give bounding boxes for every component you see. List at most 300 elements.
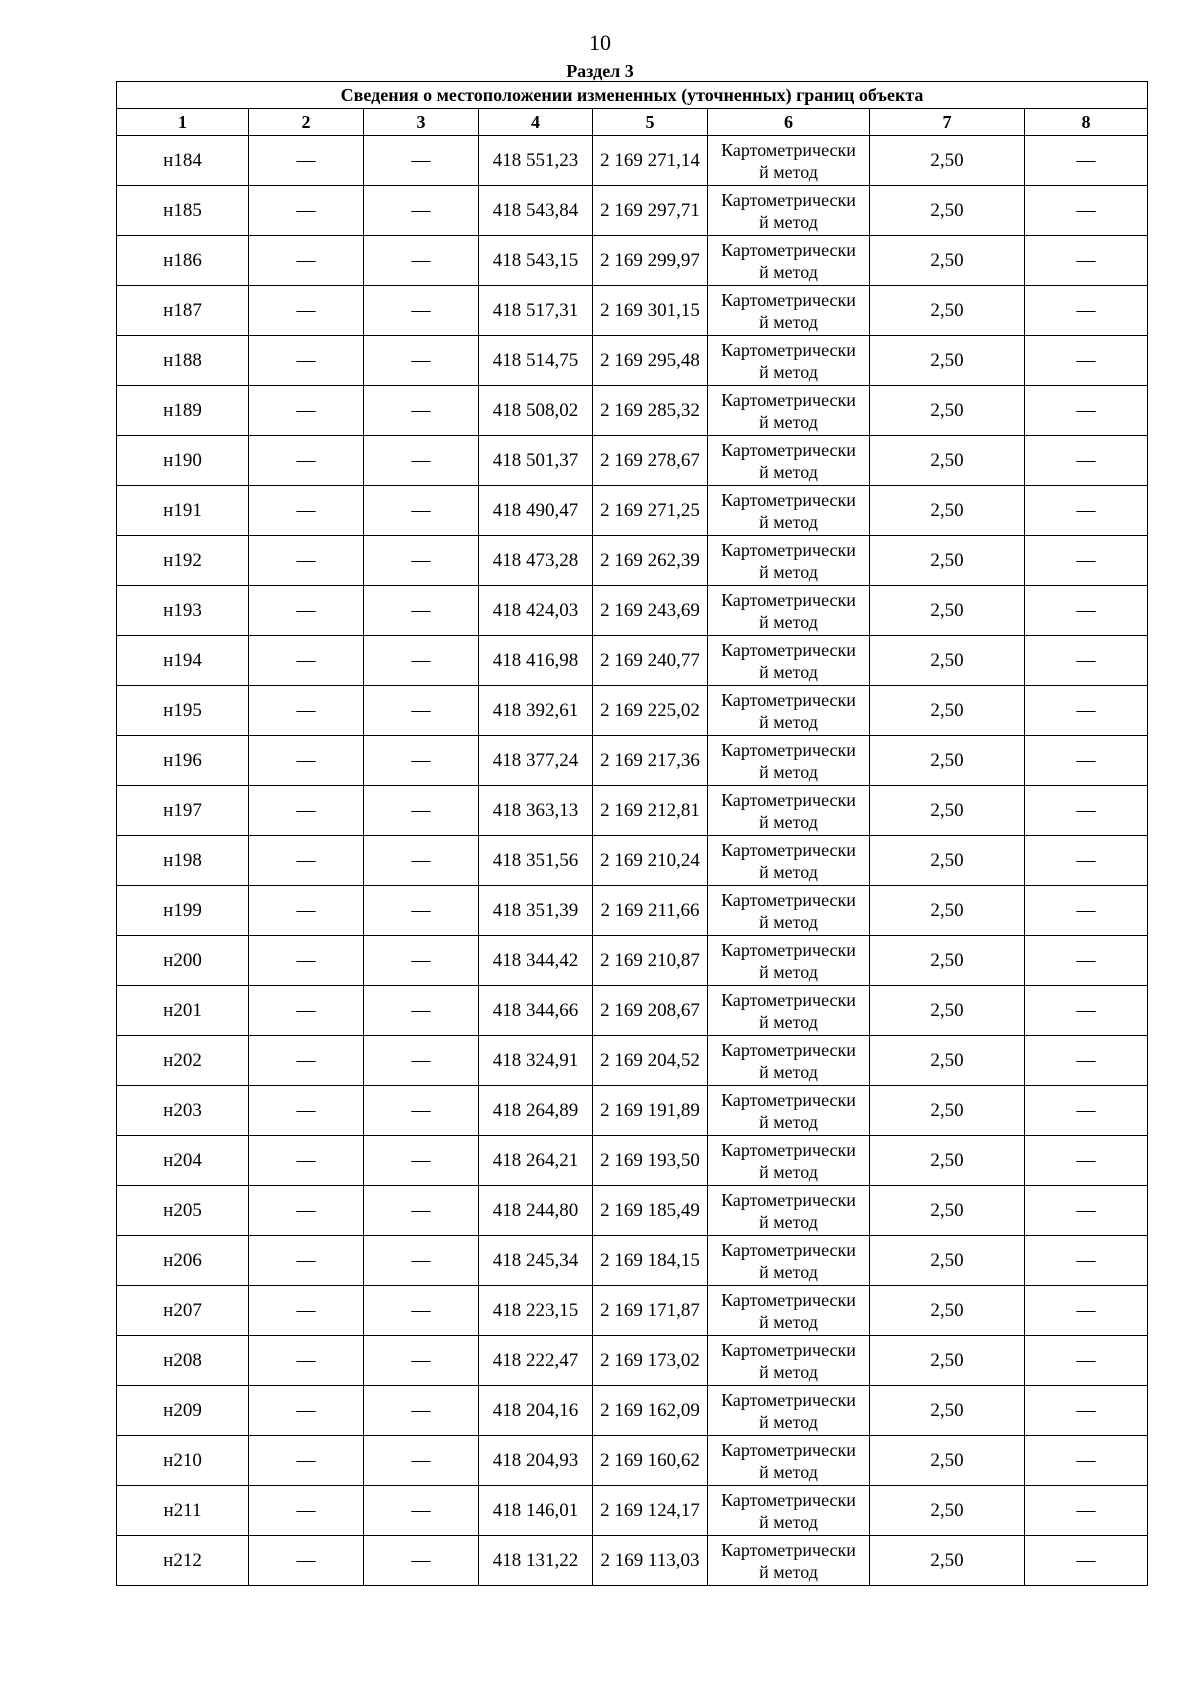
empty-value-cell: — [249, 1286, 364, 1336]
coordinate-y-cell: 2 169 193,50 [593, 1136, 708, 1186]
empty-value-cell: — [1025, 336, 1148, 386]
empty-value-cell: — [1025, 1086, 1148, 1136]
coordinate-y-cell: 2 169 299,97 [593, 236, 708, 286]
method-text-line: й метод [759, 311, 818, 332]
coordinate-y-cell: 2 169 171,87 [593, 1286, 708, 1336]
table-row [117, 536, 1148, 586]
point-label-cell: н202 [117, 1036, 249, 1086]
method-cell [708, 586, 870, 636]
table-row [117, 636, 1148, 686]
coordinate-x-cell: 418 204,16 [479, 1386, 593, 1436]
empty-value-cell: — [249, 186, 364, 236]
table-row [117, 186, 1148, 236]
method-text-line: Картометрически [721, 1039, 856, 1060]
empty-value-cell: — [1025, 986, 1148, 1036]
coordinate-x-cell: 418 517,31 [479, 286, 593, 336]
empty-value-cell: — [1025, 836, 1148, 886]
table-row [117, 1186, 1148, 1236]
empty-value-cell: — [1025, 1436, 1148, 1486]
empty-value-cell: — [249, 336, 364, 386]
coordinate-y-cell: 2 169 211,66 [593, 886, 708, 936]
empty-value-cell: — [249, 836, 364, 886]
empty-value-cell: — [1025, 236, 1148, 286]
accuracy-cell: 2,50 [870, 1336, 1025, 1386]
coordinate-x-cell: 418 543,84 [479, 186, 593, 236]
empty-value-cell: — [249, 236, 364, 286]
empty-value-cell: — [364, 1486, 479, 1536]
table-row [117, 1436, 1148, 1486]
empty-value-cell: — [364, 636, 479, 686]
coordinate-x-cell: 418 204,93 [479, 1436, 593, 1486]
section-title: Раздел 3 [566, 61, 634, 81]
empty-value-cell: — [364, 1336, 479, 1386]
coordinate-y-cell: 2 169 113,03 [593, 1536, 708, 1586]
method-text-line: й метод [759, 1361, 818, 1382]
coordinate-y-cell: 2 169 271,25 [593, 486, 708, 536]
method-text-line: й метод [759, 911, 818, 932]
method-cell [708, 1036, 870, 1086]
table-row [117, 1386, 1148, 1436]
empty-value-cell: — [249, 136, 364, 186]
method-text-line: Картометрически [721, 639, 856, 660]
empty-value-cell: — [249, 936, 364, 986]
empty-value-cell: — [1025, 936, 1148, 986]
table-row [117, 1036, 1148, 1086]
method-text-line: Картометрически [721, 1289, 856, 1310]
point-label-cell: н185 [117, 186, 249, 236]
method-text-line: й метод [759, 1311, 818, 1332]
coordinate-x-cell: 418 131,22 [479, 1536, 593, 1586]
point-label-cell: н189 [117, 386, 249, 436]
method-cell [708, 1186, 870, 1236]
point-label-cell: н196 [117, 736, 249, 786]
empty-value-cell: — [364, 686, 479, 736]
accuracy-cell: 2,50 [870, 936, 1025, 986]
empty-value-cell: — [249, 386, 364, 436]
method-cell [708, 1386, 870, 1436]
coordinate-y-cell: 2 169 184,15 [593, 1236, 708, 1286]
coordinate-y-cell: 2 169 185,49 [593, 1186, 708, 1236]
method-text-line: Картометрически [721, 839, 856, 860]
point-label-cell: н195 [117, 686, 249, 736]
point-label-cell: н211 [117, 1486, 249, 1536]
method-text-line: й метод [759, 161, 818, 182]
empty-value-cell: — [249, 586, 364, 636]
method-text-line: Картометрически [721, 889, 856, 910]
accuracy-cell: 2,50 [870, 1436, 1025, 1486]
method-text-line: й метод [759, 1111, 818, 1132]
table-body [117, 136, 1148, 1586]
coordinate-y-cell: 2 169 162,09 [593, 1386, 708, 1436]
coordinate-x-cell: 418 344,42 [479, 936, 593, 986]
method-cell [708, 186, 870, 236]
point-label-cell: н186 [117, 236, 249, 286]
column-numbers-row [117, 109, 1148, 136]
empty-value-cell: — [249, 1536, 364, 1586]
empty-value-cell: — [1025, 1036, 1148, 1086]
method-cell [708, 136, 870, 186]
point-label-cell: н207 [117, 1286, 249, 1336]
point-label-cell: н187 [117, 286, 249, 336]
point-label-cell: н199 [117, 886, 249, 936]
method-cell [708, 1086, 870, 1136]
empty-value-cell: — [364, 1136, 479, 1186]
coordinate-x-cell: 418 351,56 [479, 836, 593, 886]
coordinate-x-cell: 418 351,39 [479, 886, 593, 936]
method-cell [708, 436, 870, 486]
coordinate-x-cell: 418 501,37 [479, 436, 593, 486]
coordinate-x-cell: 418 244,80 [479, 1186, 593, 1236]
column-number: 8 [1025, 109, 1148, 136]
coordinate-x-cell: 418 424,03 [479, 586, 593, 636]
empty-value-cell: — [249, 686, 364, 736]
coordinate-x-cell: 418 508,02 [479, 386, 593, 436]
accuracy-cell: 2,50 [870, 436, 1025, 486]
method-text-line: Картометрически [721, 1339, 856, 1360]
method-text-line: й метод [759, 1161, 818, 1182]
empty-value-cell: — [249, 1336, 364, 1386]
accuracy-cell: 2,50 [870, 1186, 1025, 1236]
point-label-cell: н206 [117, 1236, 249, 1286]
accuracy-cell: 2,50 [870, 1136, 1025, 1186]
accuracy-cell: 2,50 [870, 736, 1025, 786]
method-text-line: Картометрически [721, 339, 856, 360]
method-text-line: Картометрически [721, 1239, 856, 1260]
accuracy-cell: 2,50 [870, 986, 1025, 1036]
coordinate-x-cell: 418 146,01 [479, 1486, 593, 1536]
coordinate-y-cell: 2 169 295,48 [593, 336, 708, 386]
method-cell [708, 786, 870, 836]
table-row [117, 1086, 1148, 1136]
point-label-cell: н203 [117, 1086, 249, 1136]
coordinate-y-cell: 2 169 217,36 [593, 736, 708, 786]
accuracy-cell: 2,50 [870, 1486, 1025, 1536]
point-label-cell: н188 [117, 336, 249, 386]
accuracy-cell: 2,50 [870, 1086, 1025, 1136]
empty-value-cell: — [364, 1036, 479, 1086]
empty-value-cell: — [364, 786, 479, 836]
method-text-line: Картометрически [721, 439, 856, 460]
accuracy-cell: 2,50 [870, 286, 1025, 336]
accuracy-cell: 2,50 [870, 636, 1025, 686]
method-cell [708, 636, 870, 686]
empty-value-cell: — [1025, 1336, 1148, 1386]
point-label-cell: н209 [117, 1386, 249, 1436]
empty-value-cell: — [1025, 536, 1148, 586]
table-row [117, 386, 1148, 436]
method-text-line: Картометрически [721, 289, 856, 310]
point-label-cell: н194 [117, 636, 249, 686]
empty-value-cell: — [364, 586, 479, 636]
method-cell [708, 886, 870, 936]
point-label-cell: н192 [117, 536, 249, 586]
method-cell [708, 336, 870, 386]
point-label-cell: н184 [117, 136, 249, 186]
coordinate-x-cell: 418 324,91 [479, 1036, 593, 1086]
accuracy-cell: 2,50 [870, 536, 1025, 586]
empty-value-cell: — [249, 636, 364, 686]
method-text-line: Картометрически [721, 589, 856, 610]
empty-value-cell: — [364, 336, 479, 386]
accuracy-cell: 2,50 [870, 186, 1025, 236]
coordinate-y-cell: 2 169 204,52 [593, 1036, 708, 1086]
empty-value-cell: — [249, 1386, 364, 1436]
empty-value-cell: — [249, 486, 364, 536]
empty-value-cell: — [249, 536, 364, 586]
coordinate-y-cell: 2 169 210,24 [593, 836, 708, 886]
coordinate-y-cell: 2 169 243,69 [593, 586, 708, 636]
coordinate-y-cell: 2 169 301,15 [593, 286, 708, 336]
empty-value-cell: — [1025, 1186, 1148, 1236]
method-cell [708, 1286, 870, 1336]
method-text-line: й метод [759, 661, 818, 682]
empty-value-cell: — [364, 936, 479, 986]
empty-value-cell: — [364, 1186, 479, 1236]
coordinate-y-cell: 2 169 262,39 [593, 536, 708, 586]
accuracy-cell: 2,50 [870, 236, 1025, 286]
method-cell [708, 1236, 870, 1286]
method-cell [708, 386, 870, 436]
table-row [117, 986, 1148, 1036]
coordinate-y-cell: 2 169 210,87 [593, 936, 708, 986]
coordinate-y-cell: 2 169 278,67 [593, 436, 708, 486]
boundary-coordinates-table [116, 81, 1148, 1586]
point-label-cell: н197 [117, 786, 249, 836]
table-row [117, 1486, 1148, 1536]
method-cell [708, 236, 870, 286]
empty-value-cell: — [364, 536, 479, 586]
method-cell [708, 1136, 870, 1186]
method-cell [708, 986, 870, 1036]
method-cell [708, 1436, 870, 1486]
empty-value-cell: — [364, 486, 479, 536]
coordinate-x-cell: 418 551,23 [479, 136, 593, 186]
coordinate-x-cell: 418 245,34 [479, 1236, 593, 1286]
method-text-line: й метод [759, 1461, 818, 1482]
table-row [117, 586, 1148, 636]
column-number: 4 [479, 109, 593, 136]
method-text-line: Картометрически [721, 939, 856, 960]
coordinate-y-cell: 2 169 208,67 [593, 986, 708, 1036]
empty-value-cell: — [364, 736, 479, 786]
empty-value-cell: — [249, 1086, 364, 1136]
method-cell [708, 836, 870, 886]
empty-value-cell: — [249, 886, 364, 936]
column-number: 6 [708, 109, 870, 136]
method-text-line: й метод [759, 961, 818, 982]
table-row [117, 686, 1148, 736]
method-text-line: й метод [759, 861, 818, 882]
empty-value-cell: — [364, 1436, 479, 1486]
coordinate-y-cell: 2 169 212,81 [593, 786, 708, 836]
empty-value-cell: — [1025, 1136, 1148, 1186]
empty-value-cell: — [1025, 186, 1148, 236]
method-cell [708, 736, 870, 786]
coordinate-x-cell: 418 416,98 [479, 636, 593, 686]
empty-value-cell: — [364, 186, 479, 236]
empty-value-cell: — [1025, 686, 1148, 736]
table-row [117, 136, 1148, 186]
table-row [117, 286, 1148, 336]
coordinate-x-cell: 418 514,75 [479, 336, 593, 386]
table-row [117, 1136, 1148, 1186]
table-row [117, 1286, 1148, 1336]
coordinate-x-cell: 418 344,66 [479, 986, 593, 1036]
method-text-line: й метод [759, 1561, 818, 1582]
empty-value-cell: — [249, 1186, 364, 1236]
method-cell [708, 1536, 870, 1586]
method-text-line: Картометрически [721, 189, 856, 210]
accuracy-cell: 2,50 [870, 586, 1025, 636]
empty-value-cell: — [364, 1236, 479, 1286]
table-row [117, 936, 1148, 986]
method-text-line: й метод [759, 1511, 818, 1532]
coordinate-y-cell: 2 169 191,89 [593, 1086, 708, 1136]
empty-value-cell: — [249, 1436, 364, 1486]
empty-value-cell: — [249, 1486, 364, 1536]
coordinate-y-cell: 2 169 297,71 [593, 186, 708, 236]
empty-value-cell: — [1025, 1486, 1148, 1536]
coordinate-x-cell: 418 264,89 [479, 1086, 593, 1136]
empty-value-cell: — [1025, 736, 1148, 786]
table-row [117, 1236, 1148, 1286]
method-cell [708, 936, 870, 986]
empty-value-cell: — [364, 886, 479, 936]
coordinate-x-cell: 418 223,15 [479, 1286, 593, 1336]
empty-value-cell: — [249, 1136, 364, 1186]
empty-value-cell: — [249, 786, 364, 836]
coordinate-x-cell: 418 490,47 [479, 486, 593, 536]
method-text-line: й метод [759, 361, 818, 382]
point-label-cell: н191 [117, 486, 249, 536]
empty-value-cell: — [1025, 1286, 1148, 1336]
method-cell [708, 1486, 870, 1536]
method-text-line: й метод [759, 1011, 818, 1032]
coordinate-y-cell: 2 169 285,32 [593, 386, 708, 436]
empty-value-cell: — [249, 736, 364, 786]
method-text-line: й метод [759, 511, 818, 532]
column-number: 3 [364, 109, 479, 136]
coordinate-y-cell: 2 169 271,14 [593, 136, 708, 186]
method-text-line: й метод [759, 1211, 818, 1232]
empty-value-cell: — [364, 986, 479, 1036]
method-text-line: Картометрически [721, 1489, 856, 1510]
method-text-line: й метод [759, 211, 818, 232]
table-caption-row [117, 82, 1148, 109]
method-text-line: й метод [759, 461, 818, 482]
empty-value-cell: — [364, 236, 479, 286]
point-label-cell: н205 [117, 1186, 249, 1236]
method-text-line: й метод [759, 1261, 818, 1282]
empty-value-cell: — [249, 986, 364, 1036]
coordinate-x-cell: 418 377,24 [479, 736, 593, 786]
table-row [117, 1336, 1148, 1386]
accuracy-cell: 2,50 [870, 1536, 1025, 1586]
method-text-line: Картометрически [721, 389, 856, 410]
empty-value-cell: — [1025, 436, 1148, 486]
accuracy-cell: 2,50 [870, 1236, 1025, 1286]
accuracy-cell: 2,50 [870, 886, 1025, 936]
accuracy-cell: 2,50 [870, 686, 1025, 736]
empty-value-cell: — [1025, 636, 1148, 686]
coordinate-x-cell: 418 392,61 [479, 686, 593, 736]
empty-value-cell: — [249, 1236, 364, 1286]
method-text-line: й метод [759, 411, 818, 432]
point-label-cell: н190 [117, 436, 249, 486]
point-label-cell: н208 [117, 1336, 249, 1386]
method-text-line: Картометрически [721, 489, 856, 510]
method-text-line: Картометрически [721, 1089, 856, 1110]
coordinate-y-cell: 2 169 225,02 [593, 686, 708, 736]
empty-value-cell: — [364, 836, 479, 886]
table-row [117, 886, 1148, 936]
method-text-line: Картометрически [721, 789, 856, 810]
column-number: 5 [593, 109, 708, 136]
empty-value-cell: — [1025, 1386, 1148, 1436]
method-text-line: Картометрически [721, 1139, 856, 1160]
method-text-line: Картометрически [721, 1439, 856, 1460]
empty-value-cell: — [1025, 386, 1148, 436]
empty-value-cell: — [364, 386, 479, 436]
column-number: 1 [117, 109, 249, 136]
point-label-cell: н204 [117, 1136, 249, 1186]
method-text-line: Картометрически [721, 239, 856, 260]
table-row [117, 436, 1148, 486]
table-row [117, 1536, 1148, 1586]
method-text-line: й метод [759, 261, 818, 282]
method-text-line: й метод [759, 811, 818, 832]
point-label-cell: н198 [117, 836, 249, 886]
method-text-line: й метод [759, 561, 818, 582]
table-row [117, 836, 1148, 886]
method-text-line: Картометрически [721, 989, 856, 1010]
point-label-cell: н201 [117, 986, 249, 1036]
method-text-line: й метод [759, 611, 818, 632]
empty-value-cell: — [1025, 886, 1148, 936]
table-row [117, 336, 1148, 386]
empty-value-cell: — [1025, 586, 1148, 636]
method-text-line: Картометрически [721, 739, 856, 760]
empty-value-cell: — [1025, 486, 1148, 536]
method-text-line: Картометрически [721, 1189, 856, 1210]
accuracy-cell: 2,50 [870, 1386, 1025, 1436]
empty-value-cell: — [364, 286, 479, 336]
table-caption: Сведения о местоположении измененных (уточненных) границ объекта [117, 82, 1148, 109]
empty-value-cell: — [364, 1536, 479, 1586]
column-number: 2 [249, 109, 364, 136]
accuracy-cell: 2,50 [870, 336, 1025, 386]
column-number: 7 [870, 109, 1025, 136]
empty-value-cell: — [364, 1086, 479, 1136]
point-label-cell: н212 [117, 1536, 249, 1586]
accuracy-cell: 2,50 [870, 1036, 1025, 1086]
method-text-line: й метод [759, 711, 818, 732]
table-row [117, 736, 1148, 786]
empty-value-cell: — [1025, 1236, 1148, 1286]
accuracy-cell: 2,50 [870, 136, 1025, 186]
page-number: 10 [589, 30, 611, 55]
method-text-line: й метод [759, 1061, 818, 1082]
method-text-line: Картометрически [721, 689, 856, 710]
method-cell [708, 286, 870, 336]
coordinate-x-cell: 418 222,47 [479, 1336, 593, 1386]
method-text-line: й метод [759, 761, 818, 782]
coordinate-x-cell: 418 264,21 [479, 1136, 593, 1186]
coordinate-x-cell: 418 473,28 [479, 536, 593, 586]
method-cell [708, 1336, 870, 1386]
method-cell [708, 536, 870, 586]
method-cell [708, 486, 870, 536]
